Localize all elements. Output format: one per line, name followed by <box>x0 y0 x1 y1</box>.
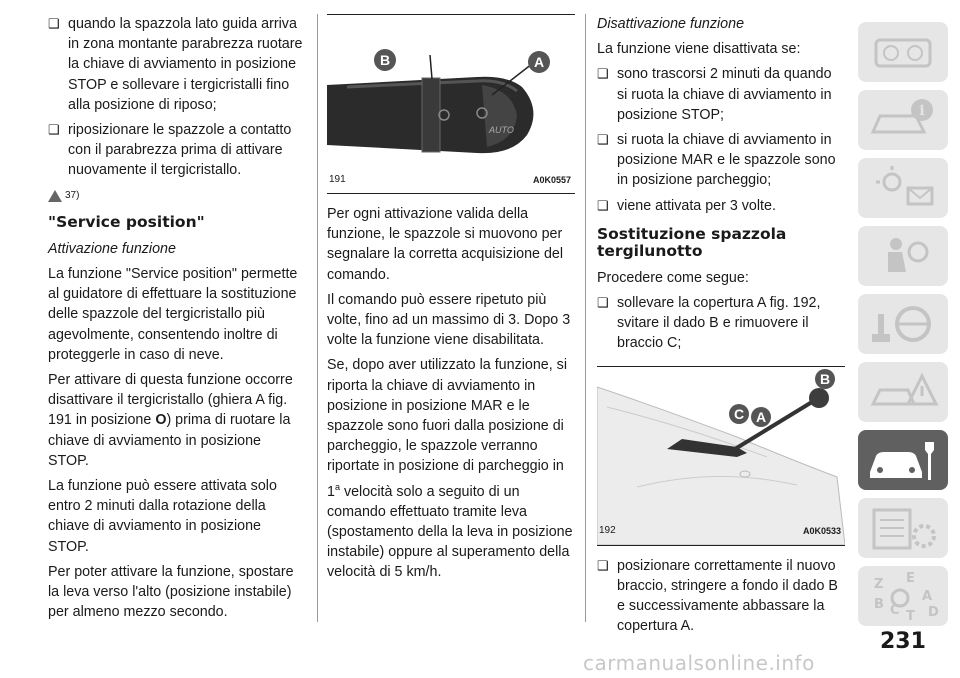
paragraph: Se, dopo aver utilizzato la funzione, si riporta la chiave di avviamento in posizione in posizione MAR e le spazzole sono fuori dalla posizione di parcheggio, le spazzole verranno riportate in posizione di parcheggio in 1$^a$ velocità solo a seguito di un comando effettuato tramite leva (spostamento della la leva in posizione instabile) oppure al superamento della velocità di 5 km/h. <box>327 357 573 581</box>
svg-text:C: C <box>890 603 900 618</box>
rear-wiper-illustration <box>597 367 845 545</box>
list-item: ❑ riposizionare le spazzole a contatto con il parabrezza prima di attivare nuovamente il tergicristallo. <box>48 122 292 179</box>
checkbox-bullet-icon: ❑ <box>597 132 609 148</box>
paragraph: Il comando può essere ripetuto più volte, fino ad un massimo di 3. Dopo 3 volte la funzione viene disabilitata. <box>327 291 571 349</box>
list-item: ❑ sollevare la copertura A fig. 192, svitare il dado B e rimuovere il braccio C; <box>597 295 821 352</box>
list-item: ❑ sono trascorsi 2 minuti da quando si ruota la chiave di avviamento in posizione STOP; <box>597 66 832 123</box>
svg-text:A: A <box>533 54 545 70</box>
wiper-stalk-illustration <box>327 15 575 193</box>
figure-caption: 192 A0K0533 <box>599 525 841 537</box>
figure-caption: 191 A0K0557 <box>329 173 571 185</box>
paragraph: Procedere come segue: <box>597 269 749 286</box>
paragraph: La funzione "Service position" permette al guidatore di effettuare la sostituzione delle spazzole del tergicristallo più agevolmente, consentendo inoltre di proteggerle in caso di neve. <box>48 266 298 363</box>
airbag-seat-icon <box>858 226 948 286</box>
checkbox-bullet-icon: ❑ <box>597 295 609 311</box>
paragraph: La funzione può essere attivata solo entro 2 minuti dalla rotazione della chiave di avviamento in posizione STOP. <box>48 478 277 555</box>
list-item: ❑ quando la spazzola lato guida arriva in zona montante parabrezza ruotare la chiave di avviamento in posizione STOP e sollevare i tergicristalli fino alla posizione di riposo; <box>48 16 303 113</box>
svg-text:A: A <box>922 589 933 604</box>
paragraph: La funzione viene disattivata se: <box>597 41 801 58</box>
svg-text:B: B <box>874 597 884 612</box>
left-column <box>48 14 303 627</box>
tab-emergency[interactable] <box>858 362 948 422</box>
tab-maintenance[interactable] <box>858 430 948 490</box>
svg-text:A: A <box>755 408 767 425</box>
info-icon <box>858 90 948 150</box>
svg-text:AUTO: AUTO <box>489 125 514 135</box>
tab-driving[interactable] <box>858 294 948 354</box>
warning-lights-icon <box>858 158 948 218</box>
list-item: ❑ viene attivata per 3 volte. <box>597 196 845 216</box>
figure-191 <box>327 14 575 194</box>
tab-info[interactable] <box>858 90 948 150</box>
right-column <box>597 14 845 641</box>
list-item: ❑ si ruota la chiave di avviamento in posizione MAR e le spazzole sono in posizione parcheggio; <box>597 132 836 189</box>
figure-192 <box>597 366 845 546</box>
column-divider <box>317 14 318 622</box>
paragraph: Per ogni attivazione valida della funzione, le spazzole si muovono per segnalare la corretta acquisizione del comando. <box>327 206 564 283</box>
checkbox-bullet-icon: ❑ <box>597 197 609 213</box>
list-item: ❑ posizionare correttamente il nuovo braccio, stringere a fondo il dado B e successivamente abbassare la copertura A. <box>597 557 838 635</box>
steering-wheel-icon <box>858 294 948 354</box>
roadside-warning-icon <box>858 362 948 422</box>
checkbox-bullet-icon: ❑ <box>48 122 60 138</box>
checkbox-bullet-icon: ❑ <box>597 557 609 573</box>
page-number: 231 <box>880 629 926 654</box>
tab-dashboard[interactable] <box>858 22 948 82</box>
car-wrench-icon <box>858 430 948 490</box>
svg-text:Z: Z <box>874 577 884 592</box>
svg-text:B: B <box>819 370 831 387</box>
paragraph: Per poter attivare la funzione, spostare la leva verso l'alto (posizione instabile) per almeno mezzo secondo. <box>48 563 294 621</box>
tab-warning-lights[interactable] <box>858 158 948 218</box>
column-divider <box>585 14 586 622</box>
tab-index[interactable] <box>858 566 948 626</box>
specs-gear-icon <box>858 498 948 558</box>
svg-text:E: E <box>906 571 915 586</box>
svg-text:B: B <box>379 52 391 68</box>
dashboard-icon <box>858 22 948 82</box>
middle-column <box>327 14 575 587</box>
checkbox-bullet-icon: ❑ <box>597 66 609 82</box>
section-heading: Sostituzione spazzola tergilunotto <box>597 224 787 260</box>
checkbox-bullet-icon: ❑ <box>48 16 60 31</box>
warning-triangle-icon <box>48 190 62 202</box>
paragraph: Per attivare di questa funzione occorre disattivare il tergicristallo (ghiera A fig. 191 in posizione O) prima di ruotare la chiave di avviamento in posizione STOP. <box>48 372 293 469</box>
section-heading: "Service position" <box>48 212 205 231</box>
svg-text:D: D <box>928 605 939 620</box>
index-letters-icon <box>858 566 948 626</box>
svg-text:T: T <box>906 609 915 624</box>
subheading: Attivazione funzione <box>48 240 176 257</box>
warning-reference: 37) <box>48 186 303 206</box>
watermark: carmanualsonline.info <box>583 651 815 675</box>
subheading: Disattivazione funzione <box>597 16 745 32</box>
svg-text:i: i <box>919 103 925 119</box>
tab-safety[interactable] <box>858 226 948 286</box>
svg-text:C: C <box>733 405 745 422</box>
tab-specifications[interactable] <box>858 498 948 558</box>
